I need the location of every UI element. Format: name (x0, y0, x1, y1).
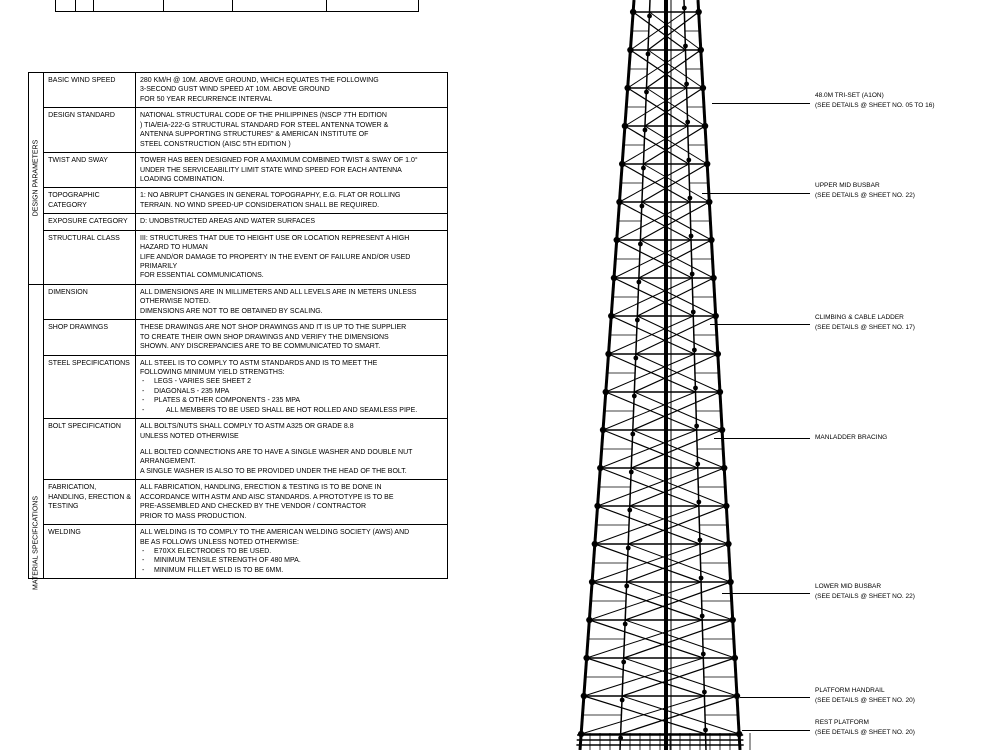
desc-line: BE AS FOLLOWS UNLESS NOTED OTHERWISE: (140, 538, 299, 546)
callout-title: UPPER MID BUSBAR (815, 182, 880, 189)
callout-title: LOWER MID BUSBAR (815, 583, 882, 590)
joint-node (605, 351, 611, 357)
joint-node (614, 237, 620, 243)
joint-node (734, 693, 740, 699)
joint-node (695, 462, 700, 467)
joint-node (627, 508, 632, 513)
specifications-table (28, 72, 448, 591)
joint-node (682, 6, 687, 11)
row-label: SHOP DRAWINGS (44, 320, 136, 355)
joint-node (699, 576, 704, 581)
desc-line: ) TIA/EIA-222-G STRUCTURAL STANDARD FOR STEEL ANTENNA TOWER & (140, 121, 389, 129)
row-label: TWIST AND SWAY (44, 153, 136, 188)
callout-title: MANLADDER BRACING (815, 434, 888, 441)
top-table-fragment (55, 0, 419, 12)
joint-node (706, 199, 712, 205)
row-description (136, 525, 448, 579)
leader-line (710, 324, 810, 325)
desc-line: ALL DIMENSIONS ARE IN MILLIMETERS AND ALL LEVELS ARE IN METERS UNLESS (140, 288, 417, 296)
joint-node (646, 52, 651, 57)
desc-line: A SINGLE WASHER IS ALSO TO BE PROVIDED UNDER THE HEAD OF THE BOLT. (140, 467, 407, 475)
desc-line: ALL BOLTS/NUTS SHALL COMPLY TO ASTM A325 OR GRADE 8.8 (140, 423, 354, 431)
desc-line: TO CREATE THEIR OWN SHOP DRAWINGS AND VERIFY THE DIMENSIONS (140, 333, 389, 341)
tower-leg (684, 0, 706, 750)
row-description (136, 73, 448, 108)
joint-node (701, 652, 706, 657)
joint-node (685, 120, 690, 125)
joint-node (641, 166, 646, 171)
desc-bullet: - PLATES & OTHER COMPONENTS - 235 MPA (140, 396, 443, 405)
row-description (136, 153, 448, 188)
joint-node (626, 546, 631, 551)
joint-node (703, 728, 708, 733)
joint-node (721, 465, 727, 471)
desc-bullet: - DIAGONALS - 235 MPA (140, 387, 443, 396)
table-row (29, 108, 448, 153)
lattice-tower-elevation (570, 0, 760, 750)
desc-line: FOR 50 YEAR RECURRENCE INTERVAL (140, 95, 273, 103)
desc-line: PRIOR TO MASS PRODUCTION. (140, 512, 247, 520)
joint-node (684, 82, 689, 87)
callout-rest-platform (815, 718, 915, 738)
row-label: DIMENSION (44, 284, 136, 319)
desc-line: 3-SECOND GUST WIND SPEED AT 10M. ABOVE GROUND (140, 86, 330, 94)
desc-line: PRIMARILY (140, 263, 178, 270)
design-parameters-group (29, 73, 448, 285)
joint-node (644, 90, 649, 95)
row-description (136, 188, 448, 214)
joint-node (621, 660, 626, 665)
table-row (29, 419, 448, 480)
joint-node (616, 199, 622, 205)
desc-line: 1: NO ABRUPT CHANGES IN GENERAL TOPOGRAPHY, E.G. FLAT OR ROLLING (140, 192, 401, 200)
table-row (29, 480, 448, 525)
desc-bullet: - MINIMUM FILLET WELD IS TO BE 6MM. (140, 566, 443, 575)
row-description (136, 214, 448, 230)
desc-line: UNLESS NOTED OTHERWISE (140, 432, 239, 440)
callout-tri-set (815, 91, 935, 111)
callout-manladder-bracing (815, 433, 887, 443)
desc-line: LOADING COMBINATION. (140, 175, 225, 183)
desc-line: LIFE AND/OR DAMAGE TO PROPERTY IN THE EVENT OF FAILURE AND/OR USED (140, 253, 411, 261)
desc-bullet: - LEGS - VARIES SEE SHEET 2 (140, 377, 443, 386)
callout-ref: (SEE DETAILS @ SHEET NO. 20) (815, 728, 915, 736)
row-description (136, 230, 448, 284)
table-row (29, 230, 448, 284)
row-description (136, 419, 448, 480)
desc-line: HAZARD TO HUMAN (140, 244, 208, 252)
row-label: TOPOGRAPHIC CATEGORY (44, 188, 136, 214)
leader-line (722, 593, 810, 594)
joint-node (629, 470, 634, 475)
joint-node (633, 356, 638, 361)
tower-structure (576, 0, 750, 750)
row-label: FABRICATION, HANDLING, ERECTION & TESTING (44, 480, 136, 525)
callout-title: PLATFORM HANDRAIL (815, 687, 885, 694)
joint-node (643, 128, 648, 133)
desc-line: OTHERWISE NOTED. (140, 298, 211, 306)
desc-line: SHOWN. ANY DISCREPANCIES ARE TO BE COMMUNICATED TO SMART. (140, 343, 381, 351)
joint-node (700, 614, 705, 619)
desc-line: ANTENNA SUPPORTING STRUCTURES" & AMERICAN INSTITUTE OF (140, 131, 369, 139)
row-label: STRUCTURAL CLASS (44, 230, 136, 284)
joint-node (683, 44, 688, 49)
joint-node (608, 313, 614, 319)
table-divider (93, 0, 94, 11)
callout-climbing-cable-ladder (815, 313, 915, 333)
leader-line (740, 697, 810, 698)
desc-line: 280 KM/H @ 10M. ABOVE GROUND, WHICH EQUATES THE FOLLOWING (140, 77, 379, 84)
callout-title: 48.0M TRI-SET (A1ON) (815, 92, 884, 99)
callout-title: CLIMBING & CABLE LADDER (815, 314, 904, 321)
joint-node (698, 538, 703, 543)
desc-line: PRE-ASSEMBLED AND CHECKED BY THE VENDOR / CONTRACTOR (140, 503, 367, 511)
joint-node (719, 427, 725, 433)
joint-node (620, 698, 625, 703)
joint-node (690, 272, 695, 277)
joint-node (647, 14, 652, 19)
group-label-cell (29, 284, 44, 591)
joint-node (704, 161, 710, 167)
desc-line: D: UNOBSTRUCTED AREAS AND WATER SURFACES (140, 218, 316, 226)
joint-node (736, 731, 742, 737)
desc-line: ALL STEEL IS TO COMPLY TO ASTM STANDARDS AND IS TO MEET THE (140, 359, 378, 367)
joint-node (686, 158, 691, 163)
table-row (29, 284, 448, 319)
desc-line: ALL FABRICATION, HANDLING, ERECTION & TESTING IS TO BE DONE IN (140, 484, 382, 492)
joint-node (702, 690, 707, 695)
joint-node (578, 731, 584, 737)
table-row (29, 355, 448, 419)
table-row (29, 73, 448, 108)
callout-platform-handrail (815, 686, 915, 706)
joint-node (594, 503, 600, 509)
desc-line: UNDER THE SERVICEABILITY LIMIT STATE WIND SPEED FOR EACH ANTENNA (140, 166, 402, 174)
callout-ref: (SEE DETAILS @ SHEET NO. 22) (815, 592, 915, 600)
group-label: MATERIAL SPECIFICATIONS (32, 496, 40, 591)
table-divider (163, 0, 164, 11)
table-divider (75, 0, 76, 11)
leader-line (702, 193, 810, 194)
row-label: WELDING (44, 525, 136, 579)
callout-title: REST PLATFORM (815, 719, 869, 726)
row-description (136, 480, 448, 525)
joint-node (586, 617, 592, 623)
desc-bullet: - MINIMUM TENSILE STRENGTH OF 480 MPA. (140, 556, 443, 565)
desc-line: DIMENSIONS ARE NOT TO BE OBTAINED BY SCALING. (140, 307, 323, 315)
joint-node (640, 204, 645, 209)
joint-node (694, 424, 699, 429)
tower-leg (698, 0, 740, 750)
table-row (29, 320, 448, 355)
desc-line: FOR ESSENTIAL COMMUNICATIONS. (140, 272, 264, 280)
desc-line: ARRANGEMENT. (140, 458, 196, 466)
desc-line: ACCORDANCE WITH ASTM AND AISC STANDARDS. A PROTOTYPE IS TO BE (140, 493, 394, 501)
callout-ref: (SEE DETAILS @ SHEET NO. 05 TO 16) (815, 101, 935, 109)
joint-node (688, 196, 693, 201)
leader-line (742, 730, 810, 731)
desc-bullet: - E70XX ELECTRODES TO BE USED. (140, 547, 443, 556)
leader-line (712, 103, 810, 104)
joint-node (638, 242, 643, 247)
desc-line: ALL WELDING IS TO COMPLY TO THE AMERICAN WELDING SOCIETY (AWS) AND (140, 529, 410, 537)
desc-line: ALL BOLTED CONNECTIONS ARE TO HAVE A SINGLE WASHER AND DOUBLE NUT (140, 449, 413, 456)
table-divider (326, 0, 327, 11)
callout-upper-mid-busbar (815, 181, 915, 201)
joint-node (732, 655, 738, 661)
group-label: DESIGN PARAMETERS (32, 140, 40, 217)
joint-node (689, 234, 694, 239)
material-specifications-group (29, 284, 448, 591)
joint-node (691, 310, 696, 315)
joint-node (717, 389, 723, 395)
desc-line: III: STRUCTURES THAT DUE TO HEIGHT USE OR LOCATION REPRESENT A HIGH (140, 234, 410, 242)
callout-ref: (SEE DETAILS @ SHEET NO. 22) (815, 191, 915, 199)
callout-ref: (SEE DETAILS @ SHEET NO. 17) (815, 323, 915, 331)
joint-node (636, 280, 641, 285)
joint-node (692, 348, 697, 353)
joint-node (623, 622, 628, 627)
joint-node (702, 123, 708, 129)
desc-line: TERRAIN. NO WIND SPEED-UP CONSIDERATION SHALL BE REQUIRED. (140, 201, 380, 209)
joint-node (624, 584, 629, 589)
joint-node (696, 500, 701, 505)
desc-line: STEEL CONSTRUCTION (AISC 5TH EDITION ) (140, 140, 291, 148)
desc-line: FOLLOWING MINIMUM YIELD STRENGTHS: (140, 368, 285, 376)
joint-node (622, 123, 628, 129)
desc-bullet: - ALL MEMBERS TO BE USED SHALL BE HOT ROLLED AND SEAMLESS PIPE. (140, 406, 443, 415)
table-row (29, 153, 448, 188)
desc-line: THESE DRAWINGS ARE NOT SHOP DRAWINGS AND IT IS UP TO THE SUPPLIER (140, 324, 407, 332)
desc-line: TOWER HAS BEEN DESIGNED FOR A MAXIMUM COMBINED TWIST & SWAY OF 1.0° (140, 157, 418, 165)
row-label: BASIC WIND SPEED (44, 73, 136, 108)
joint-node (630, 432, 635, 437)
table-row (29, 214, 448, 230)
callout-lower-mid-busbar (815, 582, 915, 602)
desc-line: NATIONAL STRUCTURAL CODE OF THE PHILIPPINES (NSCP 7TH EDITION (140, 112, 387, 120)
row-description (136, 320, 448, 355)
joint-node (635, 318, 640, 323)
joint-node (632, 394, 637, 399)
row-description (136, 284, 448, 319)
joint-node (693, 386, 698, 391)
tower-leg (580, 0, 634, 750)
callout-ref: (SEE DETAILS @ SHEET NO. 20) (815, 696, 915, 704)
group-label-cell (29, 73, 44, 285)
row-description (136, 355, 448, 419)
row-label: BOLT SPECIFICATION (44, 419, 136, 480)
row-label: STEEL SPECIFICATIONS (44, 355, 136, 419)
table-row (29, 525, 448, 579)
row-description (136, 108, 448, 153)
leader-line (714, 438, 810, 439)
table-row (29, 188, 448, 214)
row-label: EXPOSURE CATEGORY (44, 214, 136, 230)
row-label: DESIGN STANDARD (44, 108, 136, 153)
table-divider (232, 0, 233, 11)
